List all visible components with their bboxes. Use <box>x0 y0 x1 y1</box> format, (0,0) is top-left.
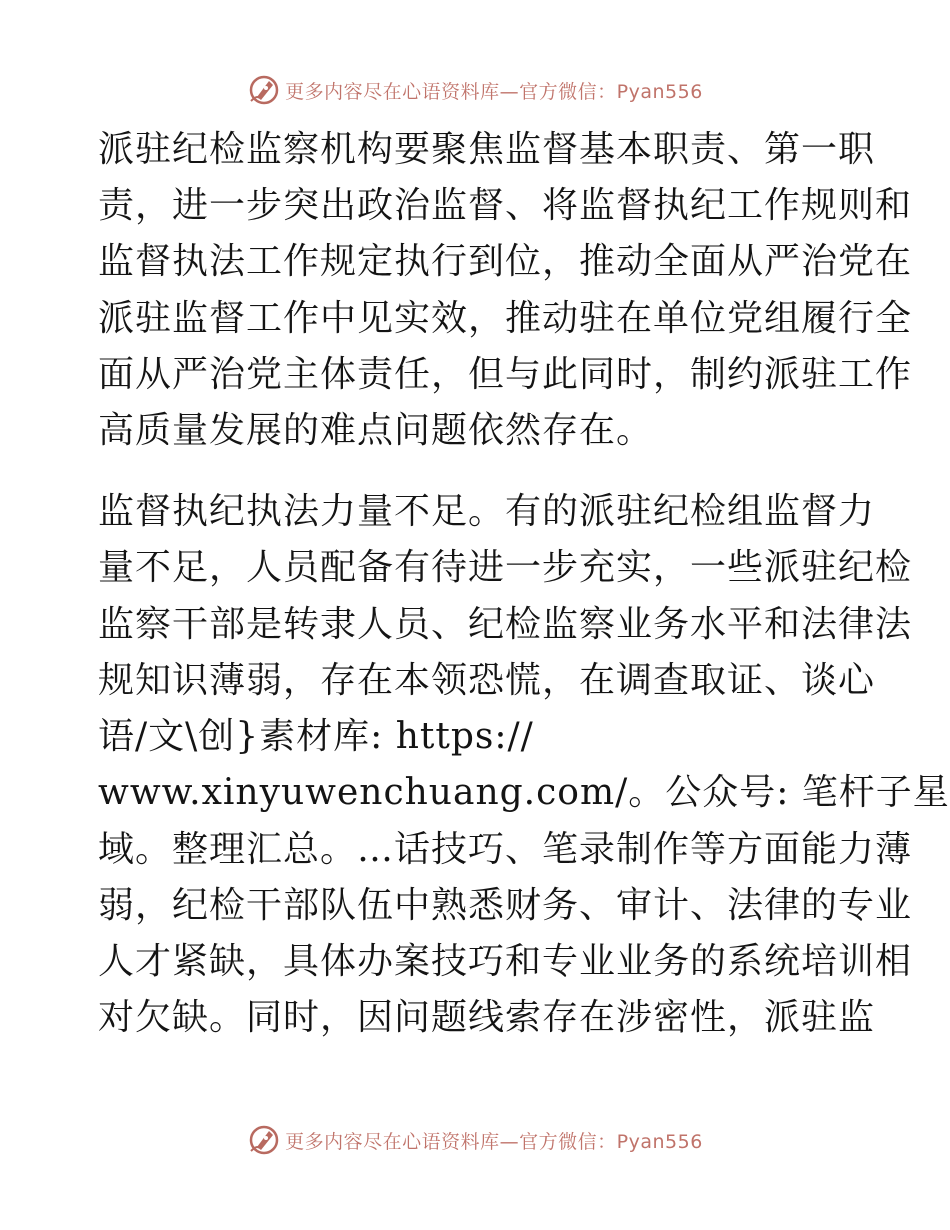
text-line: 域。整理汇总。…话技巧、笔录制作等方面能力薄 <box>98 829 913 870</box>
text-line: 派驻纪检监察机构要聚焦监督基本职责、第一职 <box>98 129 876 170</box>
text-line: 对欠缺。同时，因问题线索存在涉密性，派驻监 <box>98 997 876 1038</box>
text-line: 监察干部是转隶人员、纪检监察业务水平和法律法 <box>98 604 913 645</box>
text-line: 语/文\创}素材库: https:// <box>98 716 534 757</box>
text-line: www.xinyuwenchuang.com/。公众号: 笔杆子星 <box>98 772 950 813</box>
watermark-text: 更多内容尽在心语资料库—官方微信：Pyan556 <box>285 1130 703 1153</box>
text-line: 监督执法工作规定执行到位，推动全面从严治党在 <box>98 241 913 282</box>
text-line: 高质量发展的难点问题依然存在。 <box>98 410 654 451</box>
text-line: 弱，纪检干部队伍中熟悉财务、审计、法律的专业 <box>98 885 913 926</box>
text-line: 规知识薄弱，存在本领恐慌，在调查取证、谈心 <box>98 660 876 701</box>
text-line: 面从严治党主体责任，但与此同时，制约派驻工作 <box>98 354 913 395</box>
text-line: 监督执纪执法力量不足。有的派驻纪检组监督力 <box>98 491 876 532</box>
text-line: 责，进一步突出政治监督、将监督执纪工作规则和 <box>98 185 913 226</box>
text-line: 派驻监督工作中见实效，推动驻在单位党组履行全 <box>98 298 913 339</box>
text-line: 量不足，人员配备有待进一步充实，一些派驻纪检 <box>98 547 913 588</box>
watermark-text: 更多内容尽在心语资料库—官方微信：Pyan556 <box>285 80 703 103</box>
footer-watermark-banner <box>0 1120 950 1160</box>
pen-nib-logo-icon <box>247 1123 281 1157</box>
text-line: 人才紧缺，具体办案技巧和专业业务的系统培训相 <box>98 941 913 982</box>
